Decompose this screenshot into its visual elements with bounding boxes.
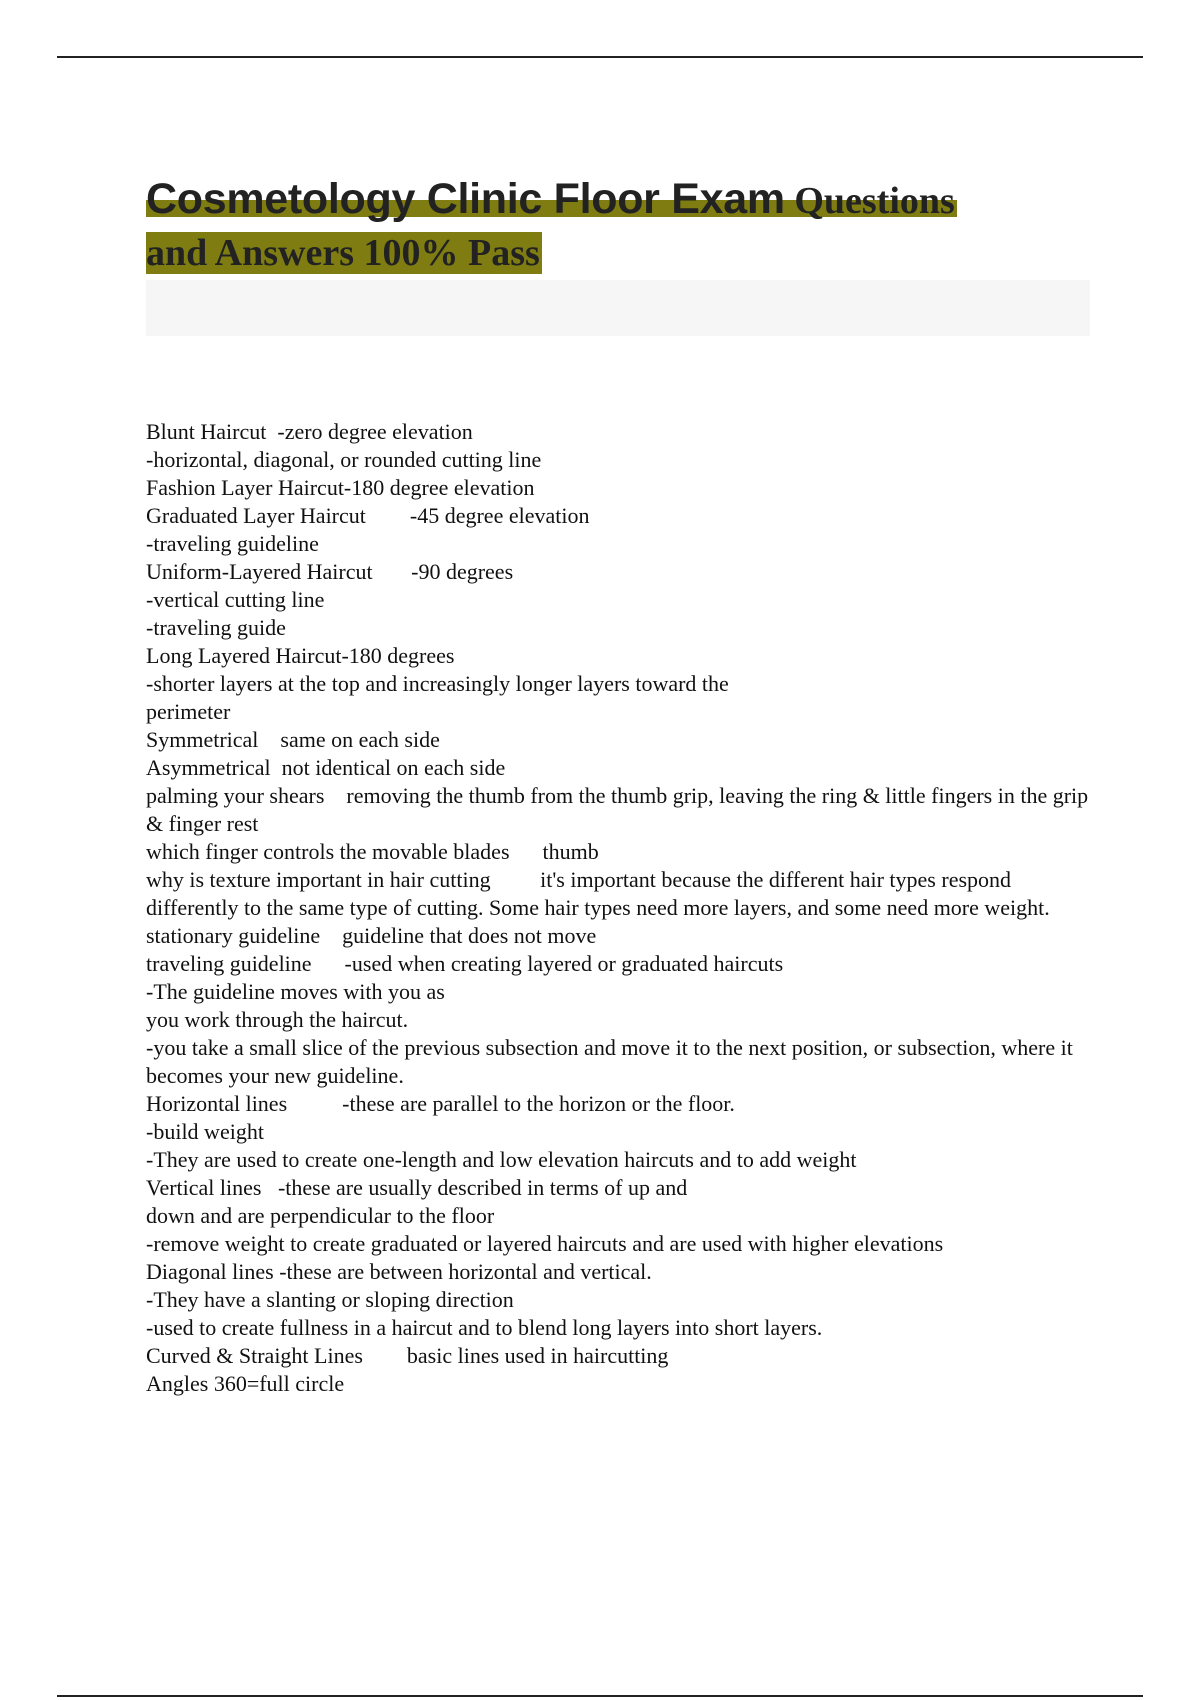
text-line: -shorter layers at the top and increasingly longer layers toward the xyxy=(146,671,729,696)
text-line: -traveling guideline xyxy=(146,531,319,556)
text-line: -used to create fullness in a haircut and to blend long layers into short layers. xyxy=(146,1315,823,1340)
text-line: Graduated Layer Haircut -45 degree elevation xyxy=(146,503,590,528)
text-line: Horizontal lines -these are parallel to the horizon or the floor. xyxy=(146,1091,735,1116)
document-body xyxy=(146,418,1096,1398)
text-line: why is texture important in hair cutting it's important because the different hair types respond differently to the same type of cutting. Some hair types need more layers, and some need more weight. xyxy=(146,867,1050,920)
text-line: perimeter xyxy=(146,699,231,724)
text-line: -traveling guide xyxy=(146,615,286,640)
text-line: Uniform-Layered Haircut -90 degrees xyxy=(146,559,514,584)
text-line: Blunt Haircut -zero degree elevation xyxy=(146,419,473,444)
text-line: you work through the haircut. xyxy=(146,1007,409,1032)
text-line: -remove weight to create graduated or layered haircuts and are used with higher elevations xyxy=(146,1231,944,1256)
text-line: stationary guideline guideline that does not move xyxy=(146,923,597,948)
text-line: traveling guideline -used when creating layered or graduated haircuts xyxy=(146,951,784,976)
text-line: palming your shears removing the thumb from the thumb grip, leaving the ring & little fingers in the grip & finger rest xyxy=(146,783,1094,836)
text-line: -vertical cutting line xyxy=(146,587,325,612)
title-part-3: and Answers 100% Pass xyxy=(146,232,540,274)
text-line: -build weight xyxy=(146,1119,264,1144)
text-line: Long Layered Haircut-180 degrees xyxy=(146,643,455,668)
text-line: Symmetrical same on each side xyxy=(146,727,440,752)
text-line: Vertical lines -these are usually described in terms of up and xyxy=(146,1175,688,1200)
text-line: Asymmetrical not identical on each side xyxy=(146,755,506,780)
text-line: Curved & Straight Lines basic lines used in haircutting xyxy=(146,1343,669,1368)
text-line: Angles 360=full circle xyxy=(146,1371,345,1396)
text-line: -They are used to create one-length and low elevation haircuts and to add weight xyxy=(146,1147,857,1172)
text-line: Fashion Layer Haircut-180 degree elevation xyxy=(146,475,535,500)
title-part-2: Questions xyxy=(784,180,955,222)
title-line-2 xyxy=(146,226,1086,280)
document-title xyxy=(146,172,1086,280)
text-line: -They have a slanting or sloping direction xyxy=(146,1287,514,1312)
text-line: down and are perpendicular to the floor xyxy=(146,1203,495,1228)
text-line: -you take a small slice of the previous subsection and move it to the next position, or subsection, where it becomes your new guideline. xyxy=(146,1035,1079,1088)
text-line: -The guideline moves with you as xyxy=(146,979,445,1004)
text-line: which finger controls the movable blades thumb xyxy=(146,839,599,864)
text-line: Diagonal lines -these are between horizontal and vertical. xyxy=(146,1259,652,1284)
top-rule xyxy=(57,56,1143,58)
text-line: -horizontal, diagonal, or rounded cutting line xyxy=(146,447,542,472)
title-background-band xyxy=(146,280,1090,336)
title-part-1: Cosmetology Clinic Floor Exam xyxy=(146,175,785,223)
bottom-rule xyxy=(57,1695,1143,1697)
title-line-1 xyxy=(146,172,1086,226)
